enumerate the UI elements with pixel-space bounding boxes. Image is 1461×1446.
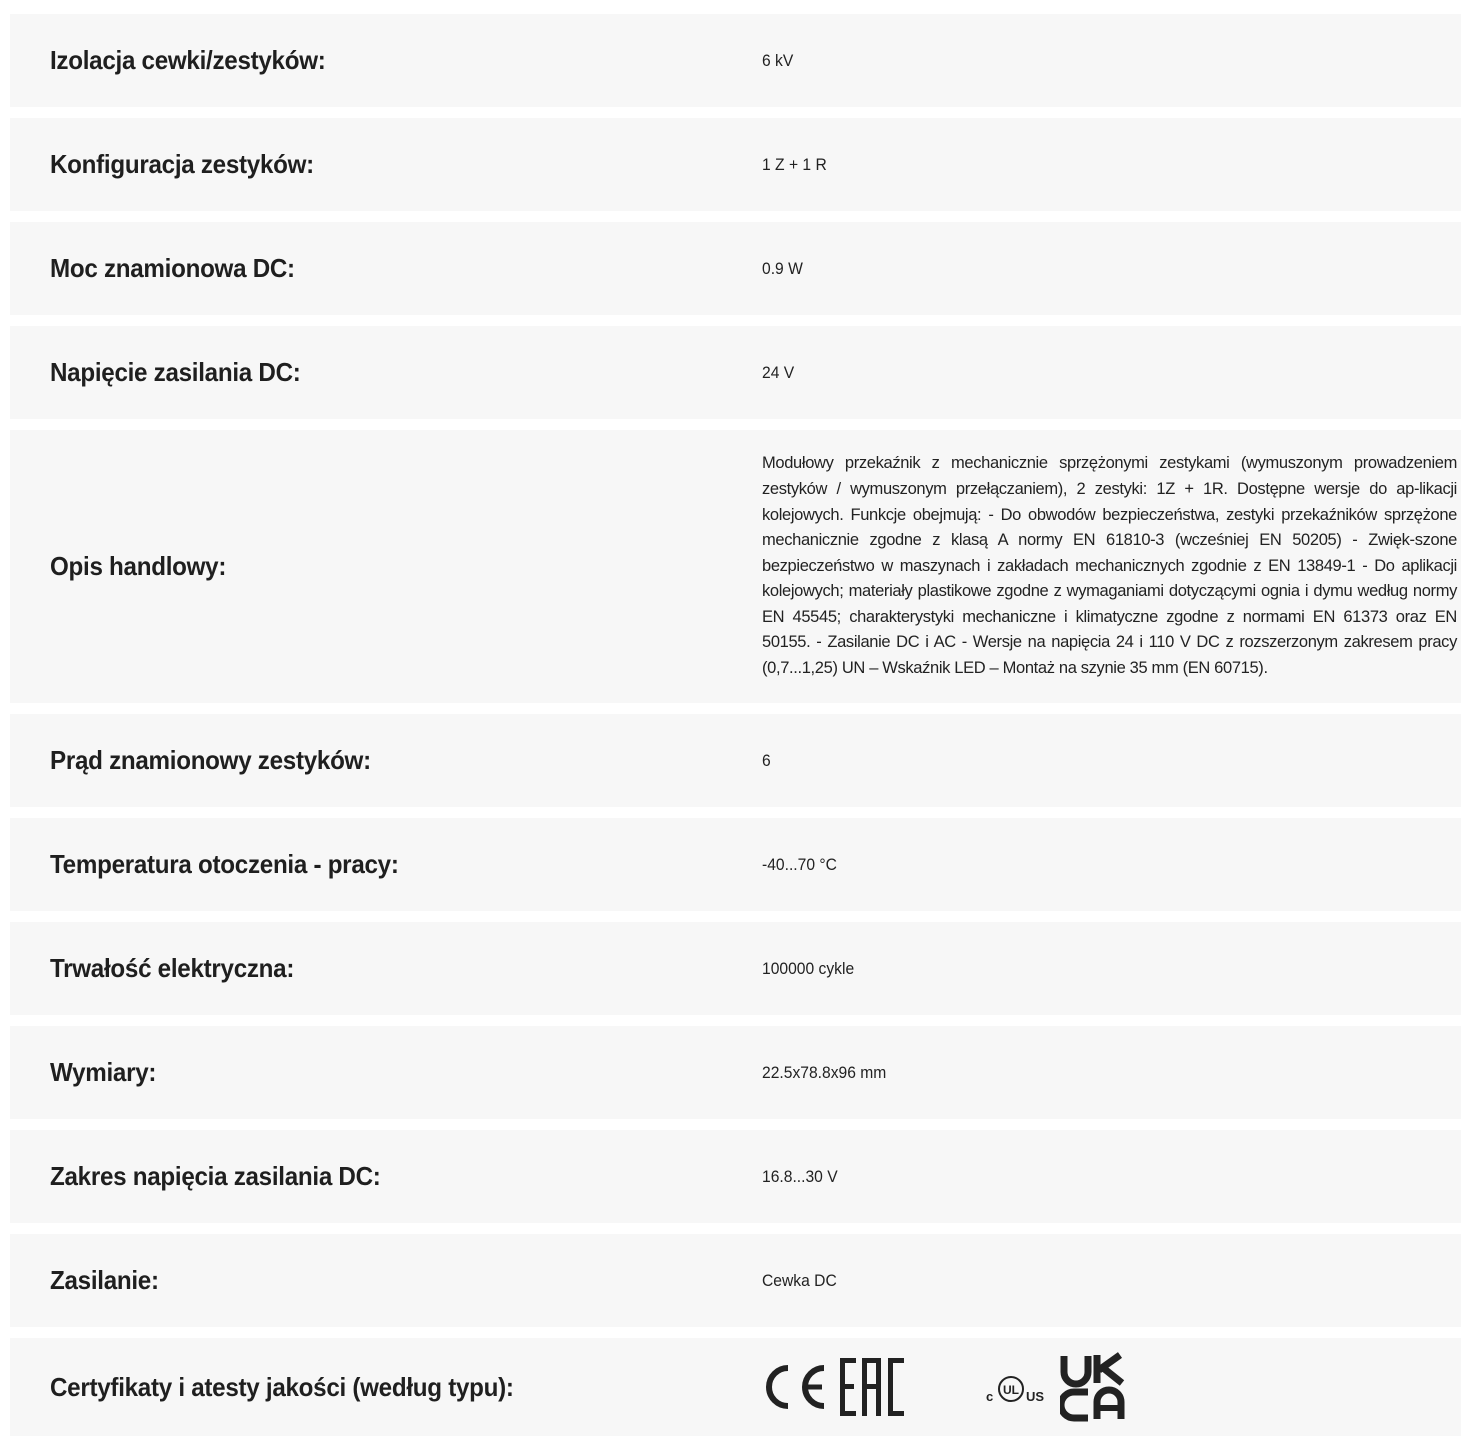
svg-text:US: US <box>1026 1389 1045 1404</box>
spec-value: 1 Z + 1 R <box>762 154 827 174</box>
spec-row-rated-contact-current <box>10 714 1461 807</box>
spec-row-contact-configuration <box>10 118 1461 211</box>
spec-row-power-supply <box>10 1234 1461 1327</box>
svg-text:c: c <box>986 1389 994 1404</box>
spec-value: 6 <box>762 750 771 770</box>
spec-value: -40...70 °C <box>762 854 837 874</box>
spec-value: Cewka DC <box>762 1270 837 1290</box>
spec-label: Izolacja cewki/zestyków: <box>49 45 326 75</box>
svg-text:UL: UL <box>1003 1383 1019 1397</box>
spec-row-commercial-description <box>10 430 1461 703</box>
spec-table <box>10 14 1461 1436</box>
eac-mark-icon <box>838 1356 912 1418</box>
spec-label: Napięcie zasilania DC: <box>49 357 301 387</box>
spec-row-supply-voltage-range-dc <box>10 1130 1461 1223</box>
ukca-mark-icon <box>1060 1352 1126 1422</box>
spec-value: 22.5x78.8x96 mm <box>762 1062 887 1082</box>
spec-label: Zasilanie: <box>49 1265 159 1295</box>
spec-value: 100000 cykle <box>762 958 855 978</box>
spec-row-rated-power-dc <box>10 222 1461 315</box>
spec-label: Opis handlowy: <box>49 551 227 581</box>
spec-label: Zakres napięcia zasilania DC: <box>49 1161 381 1191</box>
spec-label: Temperatura otoczenia - pracy: <box>49 849 399 879</box>
spec-label: Trwałość elektryczna: <box>49 953 295 983</box>
spec-row-coil-contact-insulation <box>10 14 1461 107</box>
spec-value: 24 V <box>762 362 795 382</box>
spec-label: Konfiguracja zestyków: <box>49 149 314 179</box>
spec-value: 6 kV <box>762 50 794 70</box>
spec-label: Wymiary: <box>49 1057 157 1087</box>
spec-label: Moc znamionowa DC: <box>49 253 295 283</box>
cul-us-mark-icon <box>984 1367 1064 1407</box>
spec-row-ambient-temperature <box>10 818 1461 911</box>
spec-value: 16.8...30 V <box>762 1166 838 1186</box>
ce-mark-icon <box>762 1362 832 1412</box>
spec-value: 0.9 W <box>762 258 803 278</box>
spec-value-description: Modułowy przekaźnik z mechanicznie sprzężonymi zestykami (wymuszonym prowadzeniem zestyków / wymuszonym przełączaniem), 2 zestyki: 1Z + 1R. Dostępne wersje do ap-likacji kolejowych. Funkcje obejmują: - Do obwodów bezpieczeństwa, zestyki przekaźników sprzężone mechanicznie zgodne z klasą A normy EN 61810-3 (wcześniej EN 50205) - Zwięk-szone bezpieczeństwo w maszynach i zakładach mechanicznych zgodnie z EN 13849-1 - Do aplikacji kolejowych; materiały plastikowe zgodne z wymaganiami dotyczącymi ognia i dymu według normy EN 45545; charakterystyki mechaniczne i klimatyczne zgodne z normami EN 61373 oraz EN 50155. - Zasilanie DC i AC - Wersje na napięcia 24 i 110 V DC z rozszerzonym zakresem pracy (0,7...1,25) UN – Wskaźnik LED – Montaż na szynie 35 mm (EN 60715). <box>762 454 1457 678</box>
spec-row-certificates <box>10 1338 1461 1436</box>
certificate-logos <box>762 1352 1461 1422</box>
spec-row-supply-voltage-dc <box>10 326 1461 419</box>
spec-row-dimensions <box>10 1026 1461 1119</box>
spec-label: Certyfikaty i atesty jakości (według typu): <box>49 1371 514 1402</box>
spec-row-electrical-life <box>10 922 1461 1015</box>
spec-label: Prąd znamionowy zestyków: <box>49 745 371 775</box>
